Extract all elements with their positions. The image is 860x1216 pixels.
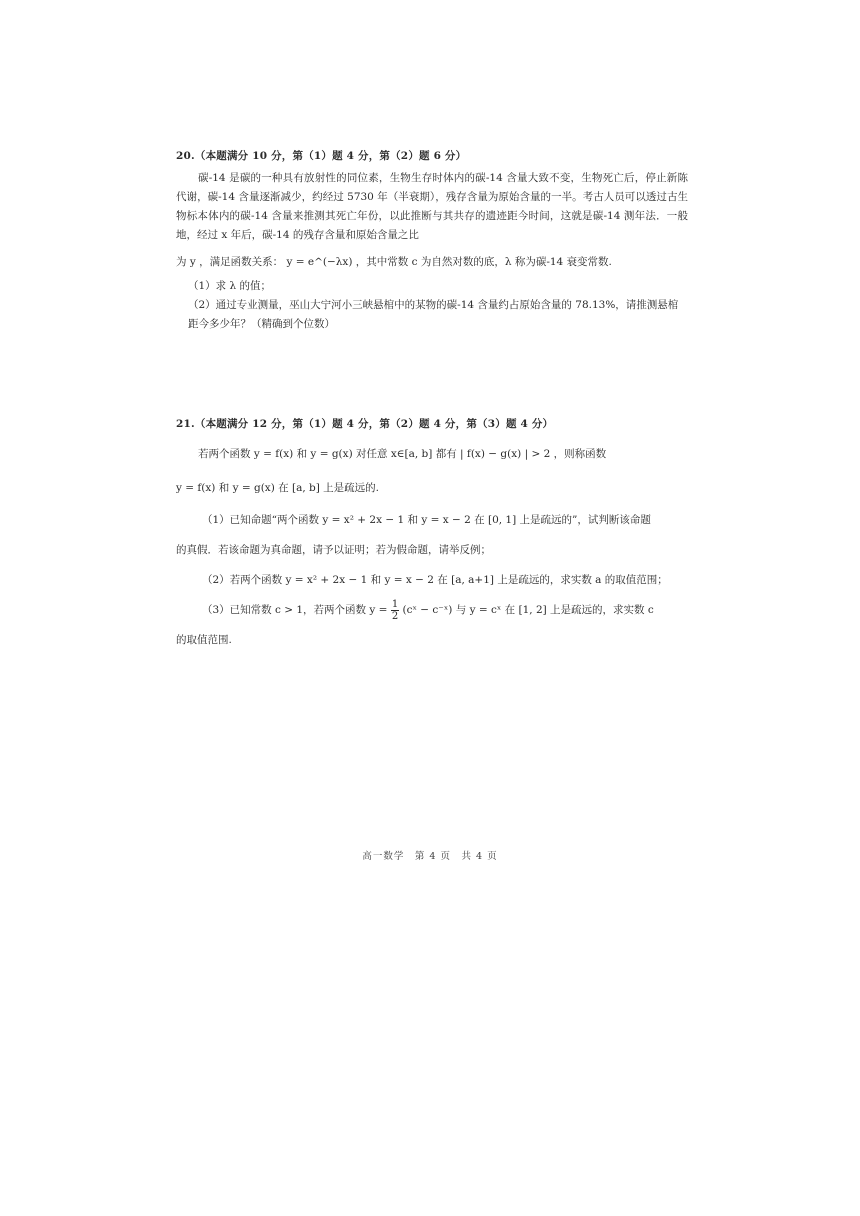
question-21-intro-line-1: 若两个函数 y = f(x) 和 y = g(x) 对任意 x∈[a, b] 都有 | f(x) − g(x) | > 2 ，则称函数 [198,448,607,460]
question-20-part-1: （1）求 λ 的值； [188,280,272,292]
question-20-formula-line: 为 y ，满足函数关系： y = e^(−λx) ，其中常数 c 为自然对数的底，λ 称为碳-14 衰变常数. [176,256,612,268]
question-21-part-3-line-2: 的取值范围. [176,634,232,646]
page-footer: 高一数学 第 4 页 共 4 页 [362,851,498,862]
part-3-suffix: (cˣ − c⁻ˣ) 与 y = cˣ 在 [1, 2] 上是疏远的，求实数 c [402,604,654,616]
question-20-header: 20.（本题满分 10 分，第（1）题 4 分，第（2）题 6 分） [176,150,467,162]
question-21 [176,416,688,655]
one-half-fraction [391,599,399,622]
question-21-header: 21.（本题满分 12 分，第（1）题 4 分，第（2）题 4 分，第（3）题 4 分） [176,418,554,430]
question-20 [176,148,688,334]
question-21-part-1-line-1: （1）已知命题“两个函数 y = x² + 2x − 1 和 y = x − 2 在 [0, 1] 上是疏远的”，试判断该命题 [202,514,651,526]
question-21-part-1-line-2: 的真假．若该命题为真命题，请予以证明；若为假命题，请举反例； [176,544,491,556]
fraction-numerator: 1 [391,598,399,610]
fraction-denominator: 2 [391,610,399,622]
question-20-body: 碳-14 是碳的一种具有放射性的同位素，生物生存时体内的碳-14 含量大致不变，生物死亡后，停止新陈代谢，碳-14 含量逐渐减少，约经过 5730 年（半衰期），残存含量为原始含量的一半。考古人员可以透过古生物标本体内的碳-14 含量来推测其死亡年份，以此推断与其共存的遗迹距今时间，这就是碳-14 测年法．一般地，经过 x 年后，碳-14 的残存含量和原始含量之比 [176,172,688,241]
question-21-part-3-line-1 [176,595,688,625]
part-3-prefix: （3）已知常数 c > 1，若两个函数 y = [202,604,388,616]
question-21-intro-line-2: y = f(x) 和 y = g(x) 在 [a, b] 上是疏远的. [176,482,380,494]
question-20-part-2: （2）通过专业测量，巫山大宁河小三峡悬棺中的某物的碳-14 含量约占原始含量的 78.13%，请推测悬棺距今多少年？（精确到个位数） [188,299,679,330]
question-21-part-2: （2）若两个函数 y = x² + 2x − 1 和 y = x − 2 在 [a, a+1] 上是疏远的，求实数 a 的取值范围； [202,574,668,586]
